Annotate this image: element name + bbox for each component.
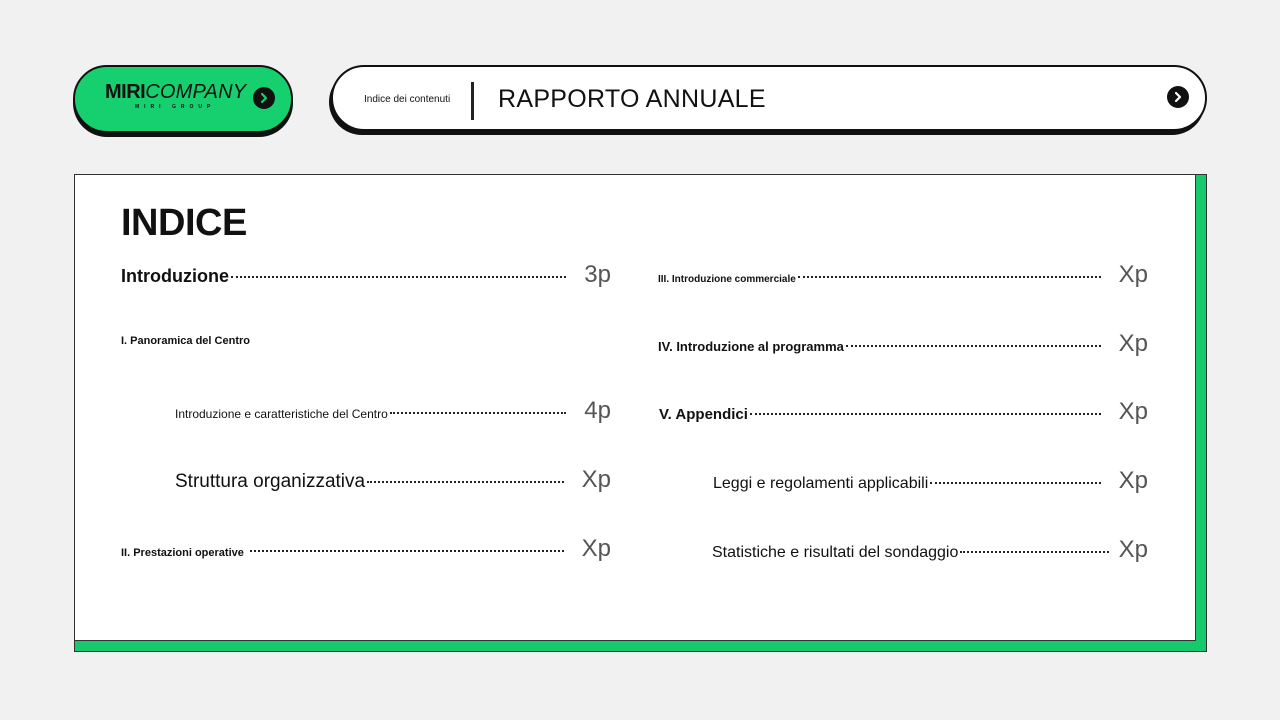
toc-label: Introduzione e caratteristiche del Centro	[175, 407, 388, 421]
logo-name: COMPANY	[145, 81, 247, 103]
toc-page: 4p	[584, 397, 611, 424]
toc-entry-panoramica[interactable]	[121, 335, 611, 347]
logo-button[interactable]	[73, 65, 293, 133]
toc-entry-caratteristiche[interactable]	[175, 397, 611, 425]
toc-page: Xp	[1118, 398, 1148, 425]
page-title: RAPPORTO ANNUALE	[498, 85, 766, 113]
toc-label: Statistiche e risultati del sondaggio	[712, 544, 959, 561]
toc-label: I. Panoramica del Centro	[121, 335, 250, 347]
toc-label: Struttura organizzativa	[175, 471, 366, 492]
toc-entry-introduzione[interactable]	[121, 261, 611, 289]
toc-label: III. Introduzione commerciale	[658, 274, 796, 285]
header-subtitle: Indice dei contenuti	[364, 94, 451, 105]
header-divider	[471, 82, 474, 120]
logo-prefix: MIRI	[105, 81, 146, 103]
toc-label: Leggi e regolamenti applicabili	[713, 475, 929, 492]
toc-leader	[930, 482, 1100, 484]
toc-leader	[798, 276, 1101, 278]
toc-page: Xp	[1118, 261, 1148, 288]
toc-page: Xp	[581, 535, 611, 562]
toc-label: II. Prestazioni operative	[121, 547, 244, 559]
toc-entry-programma[interactable]	[658, 330, 1148, 358]
toc-leader	[390, 412, 567, 414]
toc-entry-commerciale[interactable]	[658, 261, 1148, 289]
company-logo	[105, 81, 246, 110]
toc-leader	[750, 413, 1101, 415]
toc-entry-struttura[interactable]	[175, 466, 611, 494]
header-bar	[331, 65, 1207, 131]
toc-entry-prestazioni[interactable]	[121, 535, 611, 563]
toc-page: Xp	[1118, 467, 1148, 494]
toc-entry-leggi[interactable]	[713, 467, 1148, 495]
logo-tagline: MIRI GROUP	[135, 104, 216, 110]
toc-leader	[367, 481, 564, 483]
toc-page: Xp	[1118, 330, 1148, 357]
toc-label: IV. Introduzione al programma	[658, 339, 844, 354]
index-card	[74, 174, 1196, 641]
toc-leader	[960, 551, 1108, 553]
chevron-right-circle-icon[interactable]	[253, 87, 275, 109]
chevron-right-circle-icon[interactable]	[1167, 86, 1189, 108]
toc-leader	[250, 550, 564, 552]
toc-page: Xp	[581, 466, 611, 493]
toc-label: Introduzione	[121, 266, 229, 286]
toc-page: Xp	[1118, 536, 1148, 563]
toc-page: 3p	[584, 261, 611, 288]
toc-entry-statistiche[interactable]	[712, 536, 1148, 564]
index-title: INDICE	[121, 202, 247, 244]
toc-entry-appendici[interactable]	[659, 398, 1148, 426]
toc-leader	[231, 276, 566, 278]
toc-label: V. Appendici	[659, 406, 748, 423]
toc-leader	[846, 345, 1101, 347]
